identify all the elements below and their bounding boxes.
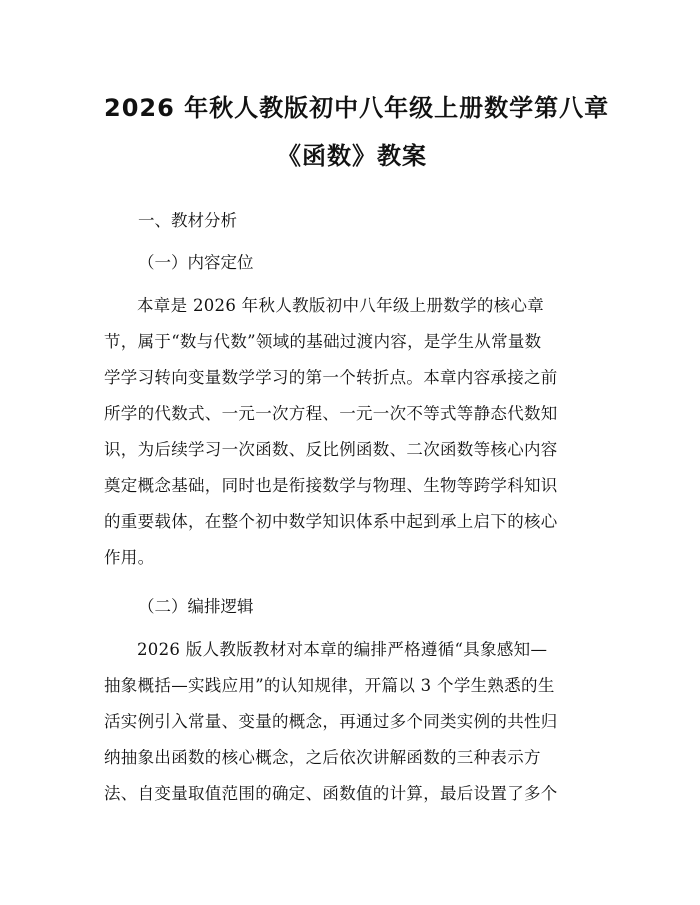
paragraph-line: 学学习转向变量数学学习的第一个转折点。本章内容承接之前 [104,368,558,387]
paragraph-line: 抽象概括—实践应用”的认知规律，开篇以 3 个学生熟悉的生 [104,676,555,695]
paragraph-line: 纳抽象出函数的核心概念，之后依次讲解函数的三种表示方 [104,748,541,767]
paragraph-line: 本章是 2026 年秋人教版初中八年级上册数学的核心章 [137,296,545,315]
paragraph-line: 的重要载体，在整个初中数学知识体系中起到承上启下的核心 [104,512,558,531]
paragraph-line: 活实例引入常量、变量的概念，再通过多个同类实例的共性归 [104,712,558,731]
paragraph-line: 节，属于“数与代数”领域的基础过渡内容，是学生从常量数 [104,332,542,351]
document-title [104,84,610,180]
paragraph-layout-logic [104,632,600,812]
paragraph-line: 作用。 [104,548,155,567]
title-line-2: 《函数》教案 [277,142,427,170]
section-heading-teaching-material-analysis: 一、教材分析 [138,211,237,230]
paragraph-line: 所学的代数式、一元一次方程、一元一次不等式等静态代数知 [104,404,558,423]
paragraph-line: 奠定概念基础，同时也是衔接数学与物理、生物等跨学科知识 [104,476,558,495]
title-line-1: 2026 年秋人教版初中八年级上册数学第八章 [104,94,610,122]
paragraph-line: 2026 版人教版教材对本章的编排严格遵循“具象感知— [137,640,548,659]
subsection-heading-content-positioning: （一）内容定位 [138,253,254,272]
paragraph-line: 识，为后续学习一次函数、反比例函数、二次函数等核心内容 [104,440,558,459]
paragraph-content-positioning [104,288,600,576]
paragraph-line: 法、自变量取值范围的确定、函数值的计算，最后设置了多个 [104,784,558,803]
subsection-heading-layout-logic: （二）编排逻辑 [138,597,254,616]
